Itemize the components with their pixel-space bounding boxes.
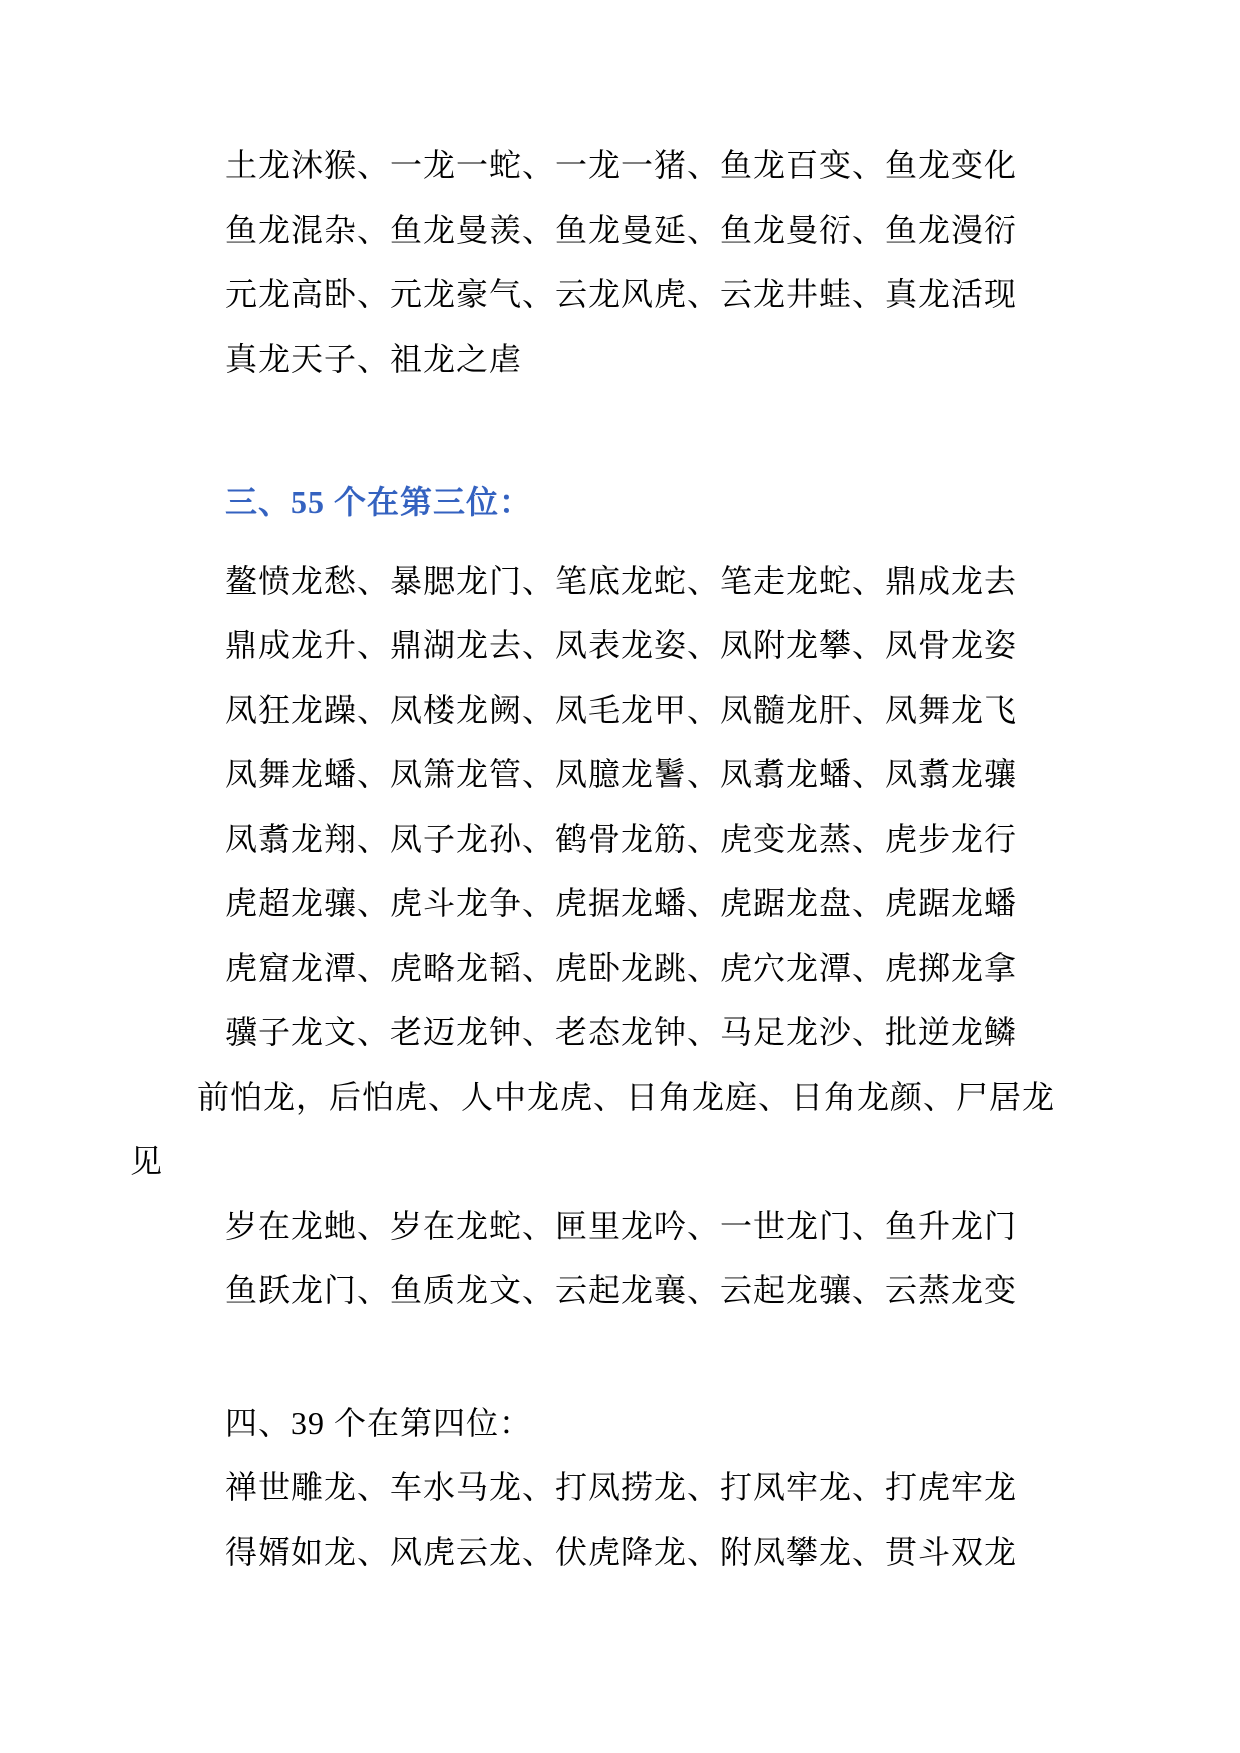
section-fourth-position xyxy=(130,1391,1140,1585)
text-line: 鱼龙混杂、鱼龙曼羡、鱼龙曼延、鱼龙曼衍、鱼龙漫衍 xyxy=(225,211,1018,248)
section-heading-third-position: 三、55 个在第三位： xyxy=(225,484,533,520)
text-line: 岁在龙虵、岁在龙蛇、匣里龙吟、一世龙门、鱼升龙门 xyxy=(225,1207,1018,1244)
text-line: 前怕龙，后怕虎、人中龙虎、日角龙庭、日角龙颜、尸居龙 xyxy=(197,1078,1056,1115)
text-line: 虎超龙骧、虎斗龙争、虎据龙蟠、虎踞龙盘、虎踞龙蟠 xyxy=(225,885,1018,921)
text-line: 得婿如龙、风虎云龙、伏虎降龙、附凤攀龙、贯斗双龙 xyxy=(225,1533,1018,1570)
text-line: 鳌愤龙愁、暴腮龙门、笔底龙蛇、笔走龙蛇、鼎成龙去 xyxy=(225,562,1018,599)
text-line: 禅世雕龙、车水马龙、打凤捞龙、打凤牢龙、打虎牢龙 xyxy=(225,1469,1018,1505)
section-heading-fourth-position: 四、39 个在第四位： xyxy=(225,1404,533,1441)
text-line: 鼎成龙升、鼎湖龙去、凤表龙姿、凤附龙攀、凤骨龙姿 xyxy=(225,627,1018,663)
text-line: 真龙天子、祖龙之虐 xyxy=(225,340,523,377)
text-line: 土龙沐猴、一龙一蛇、一龙一猪、鱼龙百变、鱼龙变化 xyxy=(225,147,1018,183)
intro-idiom-block xyxy=(130,133,1140,391)
text-line: 元龙高卧、元龙豪气、云龙风虎、云龙井蛙、真龙活现 xyxy=(225,276,1018,312)
text-line: 凤狂龙躁、凤楼龙阙、凤毛龙甲、凤髓龙肝、凤舞龙飞 xyxy=(225,691,1018,728)
text-line: 凤翥龙翔、凤子龙孙、鹤骨龙筋、虎变龙蒸、虎步龙行 xyxy=(225,820,1018,857)
text-line: 虎窟龙潭、虎略龙韬、虎卧龙跳、虎穴龙潭、虎掷龙拿 xyxy=(225,949,1018,986)
text-line: 骥子龙文、老迈龙钟、老态龙钟、马足龙沙、批逆龙鳞 xyxy=(225,1014,1018,1050)
section-third-position xyxy=(130,470,1140,1323)
text-line: 凤舞龙蟠、凤箫龙管、凤臆龙鬐、凤翥龙蟠、凤翥龙骧 xyxy=(225,756,1018,792)
text-line: 鱼跃龙门、鱼质龙文、云起龙襄、云起龙骧、云蒸龙变 xyxy=(225,1272,1018,1308)
text-line: 见 xyxy=(130,1143,164,1179)
